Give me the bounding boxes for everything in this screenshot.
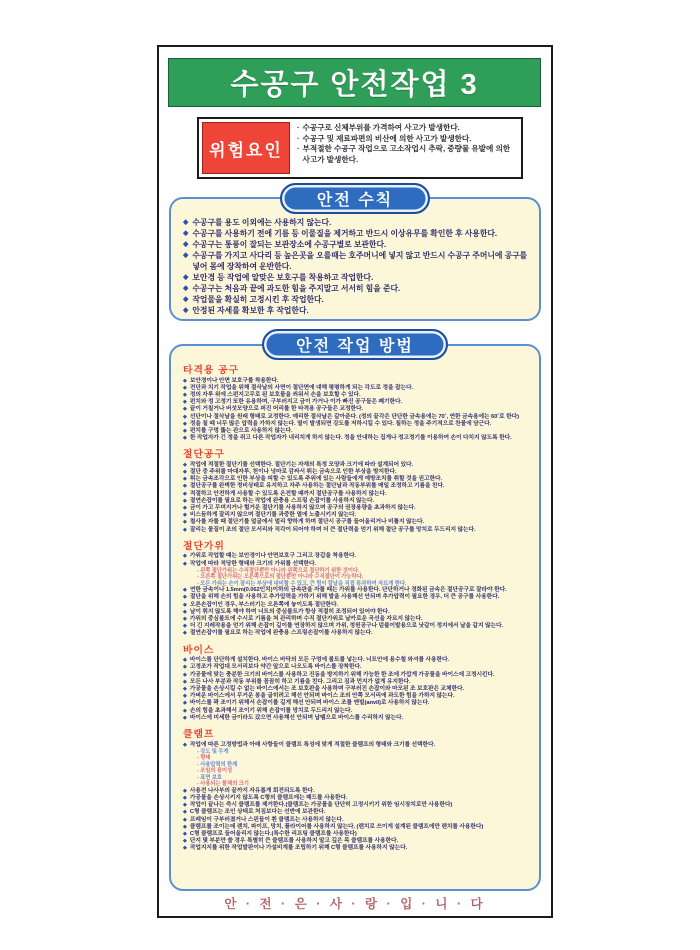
method-section [183,538,533,638]
sub-bullet-item: - 강도 및 무게 [197,748,229,755]
bullet-text: 손의 힘을 초과해서 조이기 위해 손잡이를 망치로 두드리지 않는다. [189,707,352,714]
bullet-item [183,664,533,671]
bullet-text: 작업에 따른 고정방법과 아래 사항들이 클램프 특성에 맞게 적절한 클램프의 형태와 크기를 선택한다. [189,741,436,748]
diamond-bullet-icon: ◆ [183,413,187,420]
method-section-title: 클램프 [183,729,215,741]
method-section-title: 절단가위 [183,540,225,552]
bullet-item [183,609,533,616]
footer-slogan: 안 · 전 · 은 · 사 · 랑 · 입 · 니 · 다 [224,897,486,911]
bullet-text: 오른손잡이인 경우, 부스러기는 오른쪽에 놓이도록 절단한다. [189,601,338,608]
diamond-bullet-icon: ◆ [183,497,187,504]
bullet-text: 단지 몇 부분만 쓸 경우 특별히 큰 클램프를 사용하지 말고 깊은 목 클램프를 사용한다. [189,838,399,845]
bullet-text: 수공구를 사용하기 전에 기름 등 이물질을 제거하고 반드시 이상유무를 확인한 후 사용한다. [192,229,498,238]
bullet-text: 가공물에 맞는 충분한 크기의 바이스를 사용하고 진동을 방지하기 위해 가능한 한 조에 가깝게 가공물을 바이스에 고정시킨다. [189,671,495,678]
bullet-item [183,700,533,707]
bullet-text: 부적절한 수공구 작업으로 고소작업시 추락, 중량물 유발에 의한 사고가 발생한다. [302,144,511,164]
bullet-item [183,414,533,421]
bullet-item [183,845,533,852]
bullet-text: 수공구 및 재료파편의 비산에 의한 사고가 발생한다. [302,133,472,143]
bullet-item [183,824,533,831]
method-section-title: 타격용 공구 [183,365,240,376]
dot-bullet-icon: · [297,133,300,143]
bullet-item [183,715,533,722]
bullet-text: 끝이 거칠거나 버섯모양으로 퍼진 머리를 한 타격용 공구들은 교정한다. [189,406,363,413]
diamond-bullet-icon: ◆ [183,741,187,748]
diamond-bullet-icon: ◆ [183,623,187,630]
diamond-bullet-icon: ◆ [183,505,187,512]
bullet-text: 바이스를 단단하게 설치한다. 바이스 바닥의 모든 구멍에 볼트를 넣는다. 너트안에 용수철 와셔를 사용한다. [189,657,450,664]
bullet-text: 작업물을 확실히 고정시킨 후 작업한다. [192,295,324,304]
bullet-text: 사용전 나사부의 끝까지 자유롭게 회전되도록 한다. [189,787,315,794]
bullet-item [183,385,533,392]
diamond-bullet-icon: ◆ [183,809,187,816]
bullet-item [183,491,533,498]
bullet-item [183,672,533,679]
bullet-item [183,602,533,609]
risk-factors-label: 위험요인 [202,122,290,174]
diamond-bullet-icon: ◆ [183,461,187,468]
diamond-bullet-icon: ◆ [183,845,187,852]
bullet-item [183,483,533,490]
bullet-item [297,144,518,165]
diamond-bullet-icon: ◆ [183,219,189,226]
diamond-bullet-icon: ◆ [183,794,187,801]
diamond-bullet-icon: ◆ [183,285,189,292]
bullet-text: 날이 휘지 않도록 해야 하며 너트의 중심볼트가 항상 적절히 조정되어 있어야 한다. [189,608,390,615]
bullet-text: 절단 중 주위를 마대자루, 천이나 넝마로 감싸서 튀는 금속으로 인한 부상을 방지한다. [189,469,397,476]
bullet-item [297,123,518,134]
bullet-item [183,239,531,250]
poster-title: 수공구 안전작업 3 [230,69,479,101]
diamond-bullet-icon: ◆ [183,553,187,560]
bullet-text: 절단공구를 완벽한 정비상태로 유지하고 자주 사용하는 절단날과 작동부위를 매일 조정하고 기름을 친다. [189,483,445,490]
bullet-item [183,553,533,560]
bullet-text: 비스듬하게 잘리지 않으며 절단기를 과중한 열에 노출시키지 않는다. [189,512,356,519]
bullet-item [183,462,533,469]
safety-rules-header-label: 안전 수칙 [316,192,394,209]
bullet-text: 더 긴 지레작용을 얻기 위해 손잡이 길이를 연장하지 않으며 가위, 정원공구나 덤불이발용으로 낫같이 정지에서 날을 갈지 않는다. [189,623,504,630]
bullet-item [183,272,531,283]
sub-bullet-item: - 모든 가위는 손이 잘리는 부상에 대비할 수 있고, 큰 힘이 칼날을 직접 통과하여 자르게 한다. [197,580,407,587]
poster-frame [157,45,553,918]
method-section [183,446,533,534]
work-methods-header [262,329,448,360]
diamond-bullet-icon: ◆ [183,560,187,567]
diamond-bullet-icon: ◆ [183,787,187,794]
diamond-bullet-icon: ◆ [183,526,187,533]
method-section [183,642,533,722]
diamond-bullet-icon: ◆ [183,657,187,664]
bullet-item [183,406,533,413]
dot-bullet-icon: · [297,144,300,153]
diamond-bullet-icon: ◆ [183,608,187,615]
poster-title-banner [168,58,541,107]
bullet-text: 연한 금속이나 1.5mm(0.062인치)이하의 금속판을 자를 때는 가위를 사용한다. 단단하거나 경화된 금속은 절단공구로 잘라야 한다. [189,587,507,594]
bullet-text: 바이스에 미세한 금이라도 갔으면 사용해선 안되며 납땜으로 바이스를 수리하지 않는다. [189,714,403,721]
safety-rules-header [280,183,430,214]
diamond-bullet-icon: ◆ [183,406,187,413]
diamond-bullet-icon: ◆ [183,252,189,259]
diamond-bullet-icon: ◆ [183,241,189,248]
diamond-bullet-icon: ◆ [183,664,187,671]
diamond-bullet-icon: ◆ [183,616,187,623]
bullet-text: 클램프를 조이는데 렌치, 파이프, 망치, 플라이어를 사용하지 않는다. (렌치로 쓰이게 설계된 클램프에만 렌치를 사용한다) [189,823,484,830]
diamond-bullet-icon: ◆ [183,483,187,490]
work-methods-header-label: 안전 작업 방법 [296,338,414,355]
bullet-item [183,561,533,568]
method-section [183,726,533,853]
safety-rules-list [183,217,531,316]
bullet-item [183,742,533,749]
sub-bullet-item: - 조임의 용이성 [197,768,233,775]
diamond-bullet-icon: ◆ [183,630,187,637]
bullet-item [183,498,533,505]
diamond-bullet-icon: ◆ [183,594,187,601]
diamond-bullet-icon: ◆ [183,519,187,526]
sub-bullet-item: - 사용압력의 한계 [197,761,238,768]
diamond-bullet-icon: ◆ [183,377,187,384]
bullet-text: 가위로 작업할 때는 보안경이나 안면보호구 그리고 장갑을 착용한다. [189,553,356,560]
bullet-item [183,294,531,305]
bullet-text: 프레임이 구부러졌거나 스핀들이 휜 클램프는 사용하지 않는다. [189,816,344,823]
bullet-text: 가공물을 손상시키지 않도록 C형의 클램프에는 패드를 사용한다. [189,794,348,801]
bullet-item [183,708,533,715]
bullet-item [183,421,533,428]
bullet-item [183,217,531,228]
bullet-item [297,134,518,145]
diamond-bullet-icon: ◆ [183,693,187,700]
diamond-bullet-icon: ◆ [183,230,189,237]
diamond-bullet-icon: ◆ [183,435,187,442]
bullet-text: 모든 나사 부분과 작동 부위를 꼼꼼히 하고 기름을 친다. 그리고 짐과 먼지가 없게 유지한다. [189,678,411,685]
diamond-bullet-icon: ◆ [183,707,187,714]
bullet-text: 적절하고 안전하게 사용할 수 있도록 온전할 때까지 절단공구를 사용하지 않는다. [189,490,387,497]
diamond-bullet-icon: ◆ [183,490,187,497]
bullet-text: 펀치를 구멍 뚫는 관으로 사용하지 않는다. [189,427,293,434]
bullet-item [183,594,533,601]
diamond-bullet-icon: ◆ [183,476,187,483]
bullet-item [183,817,533,824]
diamond-bullet-icon: ◆ [183,587,187,594]
safety-rules-panel [169,197,541,321]
sub-bullet-item: - 표면 보호 [197,774,222,781]
dot-bullet-icon: · [297,123,300,132]
bullet-text: 수공구로 신체부위를 가격하여 사고가 발생한다. [302,123,460,132]
bullet-text: 보안경이나 안면 보호구를 착용한다. [189,377,279,384]
bullet-text: 펀치와 정 고정기 또한 유용하며, 구부러지고 금이 가거나 이가 빠진 공구들은 폐기한다. [189,399,403,406]
bullet-item [183,305,531,316]
bullet-text: 잘리는 물질이 조의 절단 모서리와 직각이 되어야 하며 더 큰 절단력을 얻기 위해 절단 공구를 망치로 두드리지 않는다. [189,526,476,533]
risk-factors-box [197,117,523,179]
sub-bullet-item: - 왼쪽 절단가위는 수직절단뿐만 아니라 왼쪽으로 절단하기 위한 것이다. [197,567,360,574]
bullet-item [183,788,533,795]
bullet-text: 한 작업자가 긴 정을 쥐고 다른 작업자가 내리치게 하지 않는다. 정을 안내하는 집게나 정고정기를 이용하여 손이 다치지 않도록 한다. [189,435,512,442]
diamond-bullet-icon: ◆ [183,512,187,519]
diamond-bullet-icon: ◆ [183,686,187,692]
diamond-bullet-icon: ◆ [183,384,187,391]
diamond-bullet-icon: ◆ [183,671,187,678]
bullet-text: 철사를 자를 때 절단기를 얼굴에서 멀리 향하게 하며 절단시 공구를 들어올리거나 비틀지 않는다. [189,519,425,526]
bullet-text: 절단을 위해 손의 힘을 사용하고 추가압력을 가하기 위해 발을 사용해선 안되며 추가압력이 필요한 경우, 더 큰 공구를 사용한다. [189,594,500,601]
diamond-bullet-icon: ◆ [183,296,189,303]
bullet-text: 정의 자루 위에 스펀지고무로 된 보호물을 씌워서 손을 보호할 수 있다. [189,391,361,398]
bullet-text: 수공구를 가지고 사다리 등 높은곳을 오를때는 호주머니에 넣지 않고 반드시 수공구 주머니에 공구를 넣어 몸에 장착하여 운반한다. [192,251,528,271]
diamond-bullet-icon: ◆ [183,391,187,398]
bullet-text: 바이스를 꽉 조이기 위해서 손잡이를 길게 해선 안되며 바이스 조를 앤빌(anvil)로 사용하지 않는다. [189,700,430,707]
diamond-bullet-icon: ◆ [183,714,187,721]
method-section-title: 바이스 [183,644,215,656]
sub-bullet-item: - 형태 [197,755,211,762]
sub-bullet-item: - 오른쪽 절단가위는 오른쪽으로의 절단뿐만 아니라 수직절단이 가능하다. [197,574,364,581]
bullet-text: 가벼운 바이스에서 무거운 봉을 굽히려고 해선 안되며 바이스 조의 안쪽 모서리에 과도한 힘을 가하지 않는다. [189,693,455,700]
diamond-bullet-icon: ◆ [183,601,187,608]
bullet-text: 작업에 적절한 절단기를 선택한다. 절단기는 자재의 특정 모양과 크기에 따라 설계되어 있다. [189,461,414,468]
bullet-text: 수공구는 처음과 끝에 과도한 힘을 주지말고 서서히 힘을 준다. [192,284,401,293]
bullet-text: C형 클램프로 들어올리지 않는다.(특수한 리프팅 클램프를 사용한다) [189,830,357,837]
bullet-item [183,809,533,816]
diamond-bullet-icon: ◆ [183,307,189,314]
bullet-text: 고정조가 작업대 모서리보다 약간 앞으로 나오도록 바이스를 장착한다. [189,664,362,671]
diamond-bullet-icon: ◆ [183,274,189,281]
bullet-item [183,250,531,272]
bullet-item [183,630,533,637]
bullet-text: 수공구를 용도 이외에는 사용하지 않는다. [192,218,332,227]
diamond-bullet-icon: ◆ [183,823,187,830]
sub-bullet-item: - 사용되는 물체의 크기 [197,781,249,788]
bullet-text: 작업지지를 위한 작업발판이나 가설비계를 조립하기 위해 C형 클램프를 사용하지 않는다. [189,845,408,852]
methods-sections [183,362,533,853]
bullet-text: 작업에 따라 적당한 형태와 크기의 가위를 선택한다. [189,560,316,567]
bullet-text: 정을 칠 때 너무 많은 압력을 가하지 않는다. 열이 발생되면 강도를 저하시킬 수 있다. 칠하는 정을 주기적으로 찬물에 담근다. [189,420,492,427]
diamond-bullet-icon: ◆ [183,700,187,707]
bullet-item [183,519,533,526]
bullet-item [183,679,533,686]
method-section-title: 절단공구 [183,449,225,461]
bullet-text: 튀는 금속조각으로 인한 부상을 피할 수 있도록 주위에 있는 사람들에게 예방조치를 취할 것을 권고한다. [189,476,443,483]
bullet-text: 보안경 등 작업에 알맞은 보호구를 착용하고 작업한다. [192,273,374,282]
diamond-bullet-icon: ◆ [183,427,187,434]
diamond-bullet-icon: ◆ [183,469,187,476]
bullet-item [183,435,533,442]
method-section [183,362,533,442]
bullet-item [183,228,531,239]
diamond-bullet-icon: ◆ [183,420,187,427]
bullet-item [183,378,533,385]
diamond-bullet-icon: ◆ [183,399,187,406]
risk-factors-list [297,122,518,174]
bullet-text: 전단과 치기 작업을 위해 절삭날의 사면이 절단면에 대해 평평하게 되는 각도로 정을 잡는다. [189,384,414,391]
diamond-bullet-icon: ◆ [183,838,187,845]
bullet-text: 선단이나 절삭날을 원래 형태로 교정한다. 예리한 절삭날은 갈아준다. (정의 끝각은 단단한 금속용에는 70˚, 연한 금속용에는 60˚로 한다) [189,413,519,420]
bullet-item [183,527,533,534]
diamond-bullet-icon: ◆ [183,830,187,837]
diamond-bullet-icon: ◆ [183,802,187,809]
bullet-text: 수공구는 통풍이 잘되는 보관장소에 수공구별로 보관한다. [192,240,387,249]
bullet-text: 절연손잡이를 필요로 하는 작업에 완충용 스프링 손잡이를 사용하지 않는다. [189,497,374,504]
bullet-text: 가위의 중심볼트에 수시로 기름을 쳐 관리하며 수직 절단가위로 날카로운 곡선을 자르지 않는다. [189,616,423,623]
bullet-text: C형 클램프는 조인 상태로 처짐보다는 선반에 보관한다. [189,809,326,816]
bullet-text: 절연손잡이를 필요로 하는 작업에 완충용 스프링손잡이를 사용하지 않는다. [189,630,373,637]
bullet-text: 안정된 자세를 확보한 후 작업한다. [192,306,309,315]
work-methods-panel [169,344,541,891]
diamond-bullet-icon: ◆ [183,678,187,685]
bullet-text: 작업이 끝나는 즉시 클램프를 제거한다.(클램프는 가공물을 단단히 고정시키기 위한 임시장치로만 사용한다) [189,802,453,809]
bullet-text: 가공물을 손상시킬 수 없는 바이스에서는 조 보호판을 사용하며 구부러진 손잡이와 마모된 조 보호판은 교체한다. [189,686,465,692]
bullet-text: 금이 가고 무뎌지거나 헐거운 절단기를 사용하지 않으며 공구의 권장용량을 초과하지 않는다. [189,505,416,512]
diamond-bullet-icon: ◆ [183,816,187,823]
bullet-item [183,283,531,294]
